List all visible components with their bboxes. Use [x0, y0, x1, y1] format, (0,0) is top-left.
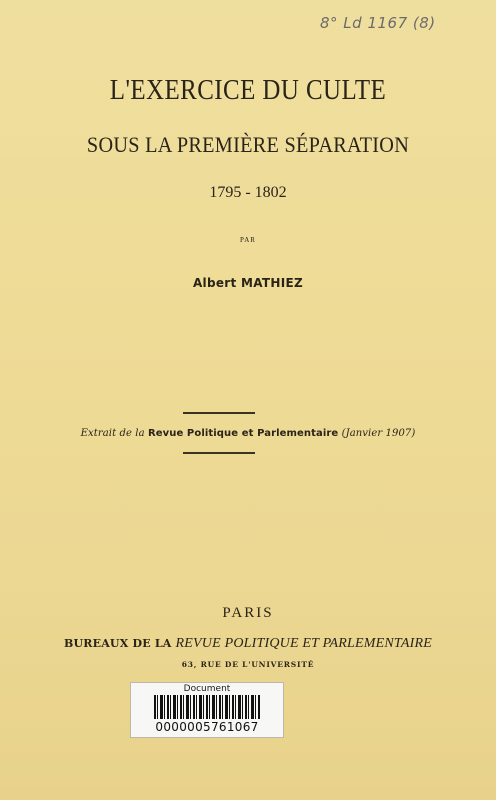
extract-journal: Revue Politique et Parlementaire	[147, 428, 339, 439]
imprint-bureaux	[0, 636, 496, 652]
by-label: PAR	[240, 236, 256, 244]
imprint-bureaux-journal: REVUE POLITIQUE ET PARLEMENTAIRE	[175, 636, 432, 651]
extract-date: (Janvier 1907)	[341, 428, 416, 439]
document-subtitle: SOUS LA PREMIÈRE SÉPARATION	[86, 132, 410, 157]
barcode-icon	[154, 695, 260, 719]
extract-prefix: Extrait de la	[80, 428, 145, 439]
imprint-address: 63, RUE DE L'UNIVERSITÉ	[181, 660, 315, 669]
author-name: Albert MATHIEZ	[192, 276, 304, 290]
document-years: 1795 - 1802	[209, 184, 287, 201]
barcode-number: 0000005761067	[155, 720, 259, 734]
imprint-city: PARIS	[222, 605, 274, 621]
barcode-sticker	[130, 682, 284, 738]
extract-note	[0, 428, 496, 439]
shelfmark-annotation: 8° Ld 1167 (8)	[320, 14, 436, 32]
barcode-header: Document	[183, 684, 231, 694]
document-title: L'EXERCICE DU CULTE	[109, 74, 387, 106]
divider-top	[183, 412, 255, 414]
imprint-bureaux-prefix: BUREAUX DE LA	[63, 637, 172, 650]
divider-bottom	[183, 452, 255, 454]
